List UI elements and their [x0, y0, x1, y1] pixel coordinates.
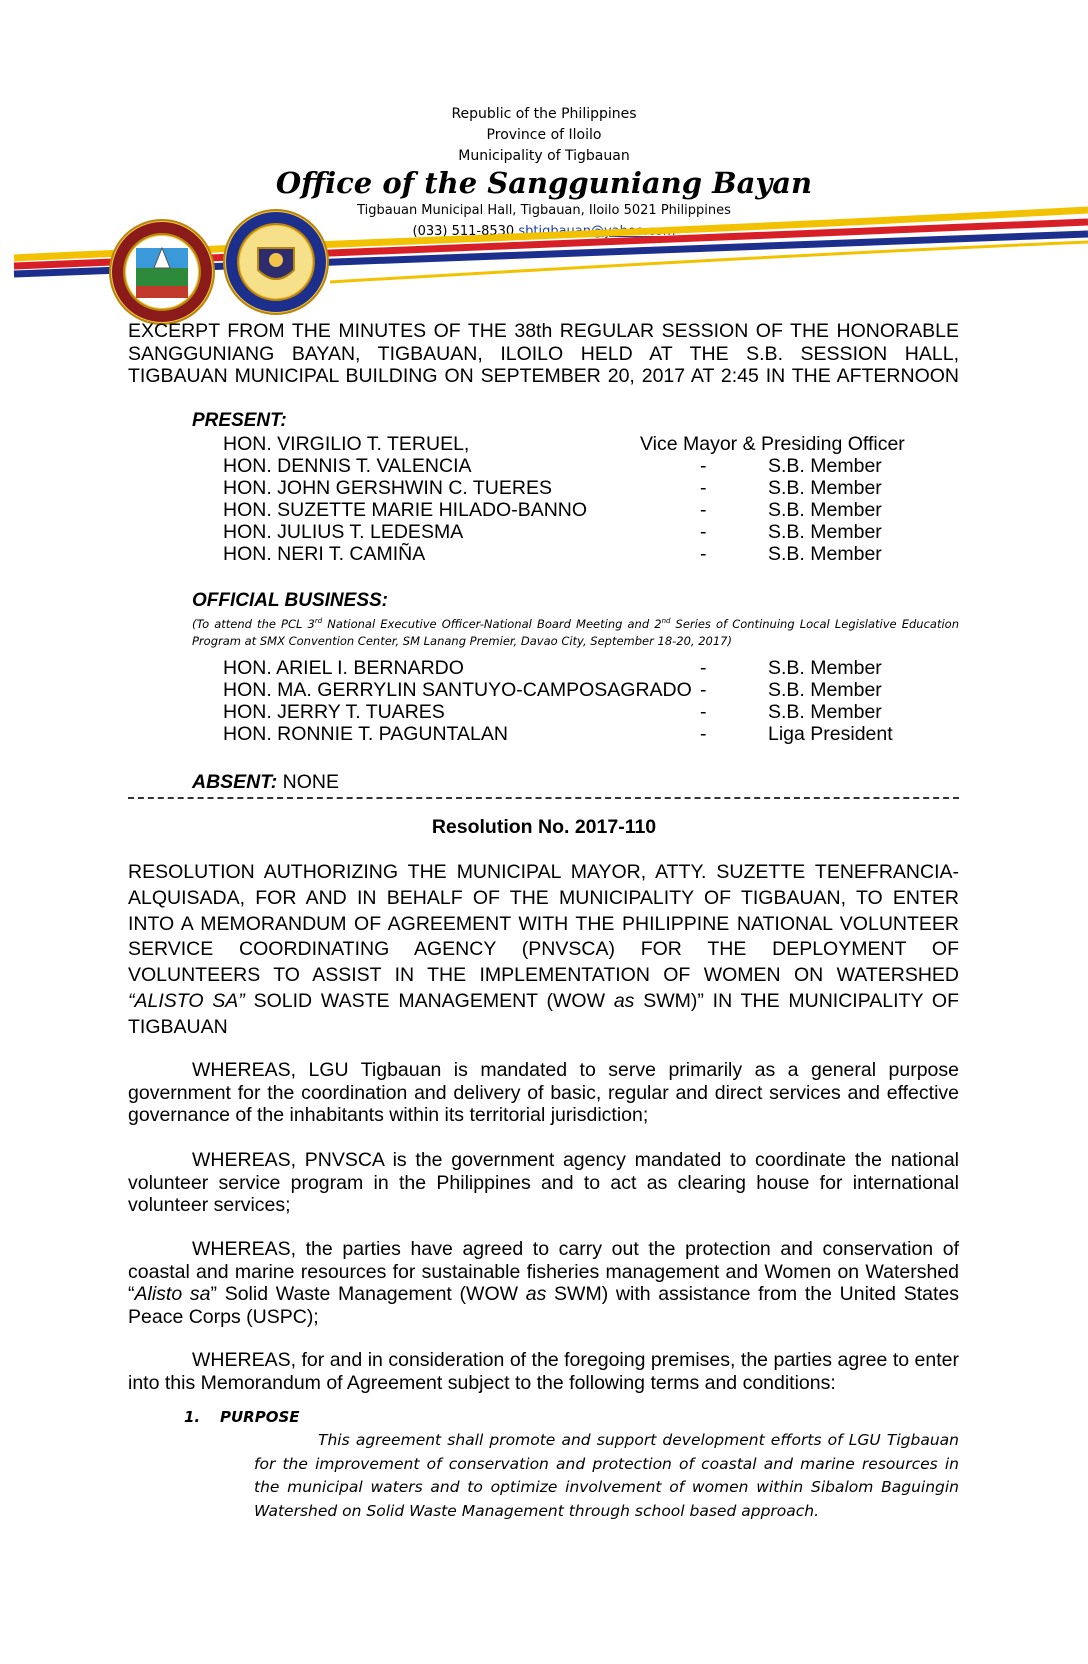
resolution-number: Resolution No. 2017-110: [431, 816, 657, 838]
attendee-dash: -: [700, 477, 707, 499]
attendee-name: HON. NERI T. CAMIÑA: [223, 543, 426, 565]
attendee-row: [0, 477, 1088, 499]
attendee-row: [0, 679, 1088, 701]
attendee-position: S.B. Member: [768, 521, 882, 543]
purpose-label: PURPOSE: [220, 1408, 300, 1426]
attendee-dash: -: [700, 723, 707, 745]
absent-line: [192, 771, 339, 794]
absent-value: NONE: [277, 771, 339, 793]
attendee-row: [0, 723, 1088, 745]
attendee-dash: -: [700, 701, 707, 723]
official-business-label: OFFICIAL BUSINESS:: [192, 590, 388, 611]
attendee-name: HON. JERRY T. TUARES: [223, 701, 445, 723]
attendee-position: Liga President: [768, 723, 893, 745]
attendee-name: HON. VIRGILIO T. TERUEL,: [223, 433, 470, 455]
absent-label: ABSENT:: [192, 771, 278, 793]
attendee-row: [0, 521, 1088, 543]
attendee-name: HON. ARIEL I. BERNARDO: [223, 657, 464, 679]
attendee-row: [0, 433, 1088, 455]
attendee-row: [0, 701, 1088, 723]
attendee-name: HON. MA. GERRYLIN SANTUYO-CAMPOSAGRADO: [223, 679, 692, 701]
letterhead-municipality: Municipality of Tigbauan: [458, 148, 630, 164]
whereas-clause: WHEREAS, PNVSCA is the government agency mandated to coordinate the national volunteer service program in the Philippines and to act as clearing house for international volunteer services;: [128, 1149, 959, 1216]
municipality-seal: [108, 218, 216, 326]
dashed-divider: [128, 797, 959, 799]
letterhead-country: Republic of the Philippines: [451, 106, 637, 122]
attendee-position: S.B. Member: [768, 657, 882, 679]
purpose-number: 1.: [184, 1408, 201, 1426]
excerpt-line: EXCERPT FROM THE MINUTES OF THE 38th REGULAR SESSION OF THE HONORABLE: [128, 320, 959, 342]
official-business-note: (To attend the PCL 3rd National Executive Officer-National Board Meeting and 2nd Series of Continuing Local Legislative Education Program at SMX Convention Center, SM Lanang Premier, Davao City, September 18-20, 2017): [192, 616, 959, 648]
attendee-dash: -: [700, 521, 707, 543]
letterhead-province: Province of Iloilo: [486, 127, 602, 143]
purpose-text: This agreement shall promote and support development efforts of LGU Tigbauan for the improvement of conservation and protection of coastal and marine resources in the municipal waters and to optimize involvement of women within Sibalom Baguingin Watershed on Solid Waste Management through school based approach.: [254, 1431, 959, 1520]
attendee-name: HON. SUZETTE MARIE HILADO-BANNO: [223, 499, 588, 521]
present-label: PRESENT:: [192, 410, 287, 431]
resolution-title: RESOLUTION AUTHORIZING THE MUNICIPAL MAYOR, ATTY. SUZETTE TENEFRANCIA- ALQUISADA, FOR AND IN BEHALF OF THE MUNICIPALITY OF TIGBAUAN, TO ENTER INTO A MEMORANDUM OF AGREEMENT WITH THE PHILIPPINE NATIONAL VOLUNTEER SERVICE COORDINATING AGENCY (PNVSCA) FOR THE DEPLOYMENT OF VOLUNTEERS TO ASSIST IN THE IMPLEMENTATION OF WOMEN ON WATERSHED “ALISTO SA” SOLID WASTE MANAGEMENT (WOW as SWM)” IN THE MUNICIPALITY OF TIGBAUAN: [128, 861, 959, 1038]
excerpt-line: SANGGUNIANG BAYAN, TIGBAUAN, ILOILO HELD AT THE S.B. SESSION HALL,: [128, 342, 959, 365]
attendee-name: HON. JOHN GERSHWIN C. TUERES: [223, 477, 552, 499]
attendee-position: S.B. Member: [768, 701, 882, 723]
excerpt-line: TIGBAUAN MUNICIPAL BUILDING ON SEPTEMBER 20, 2017 AT 2:45 IN THE AFTERNOON: [128, 365, 959, 387]
attendee-dash: -: [700, 657, 707, 679]
attendee-position: S.B. Member: [768, 679, 882, 701]
attendee-position: S.B. Member: [768, 543, 882, 565]
attendee-dash: -: [700, 499, 707, 521]
whereas-clause: WHEREAS, the parties have agreed to carry out the protection and conservation of coastal and marine resources for sustainable fisheries management and Women on Watershed “Alisto sa” Solid Waste Management (WOW as SWM) with assistance from the United States Peace Corps (USPC);: [128, 1238, 960, 1328]
letterhead-address: Tigbauan Municipal Hall, Tigbauan, Iloilo 5021 Philippines: [357, 203, 731, 218]
whereas-clause: WHEREAS, for and in consideration of the foregoing premises, the parties agree to enter into this Memorandum of Agreement subject to the following terms and conditions:: [128, 1349, 959, 1394]
attendee-name: HON. JULIUS T. LEDESMA: [223, 521, 464, 543]
attendee-row: [0, 455, 1088, 477]
attendee-position: S.B. Member: [768, 477, 882, 499]
sangguniang-bayan-seal: [222, 208, 330, 316]
whereas-clause: WHEREAS, LGU Tigbauan is mandated to serve primarily as a general purpose government for the coordination and delivery of basic, regular and direct services and effective governance of the inhabitants within its territorial jurisdiction;: [128, 1059, 959, 1126]
attendee-dash: -: [700, 679, 707, 701]
attendee-name: HON. DENNIS T. VALENCIA: [223, 455, 472, 477]
excerpt-heading: [128, 320, 959, 388]
email-link[interactable]: sbtigbauan@yahoo.com: [518, 224, 676, 239]
letterhead-phone: (033) 511-8530: [412, 224, 515, 239]
attendee-row: [0, 499, 1088, 521]
attendee-row: [0, 657, 1088, 679]
attendee-position: S.B. Member: [768, 455, 882, 477]
attendee-position: Vice Mayor & Presiding Officer: [640, 433, 905, 455]
office-title: Office of the Sangguniang Bayan: [275, 166, 813, 200]
attendee-dash: -: [700, 543, 707, 565]
attendee-name: HON. RONNIE T. PAGUNTALAN: [223, 723, 508, 745]
attendee-position: S.B. Member: [768, 499, 882, 521]
attendee-row: [0, 543, 1088, 565]
attendee-dash: -: [700, 455, 707, 477]
